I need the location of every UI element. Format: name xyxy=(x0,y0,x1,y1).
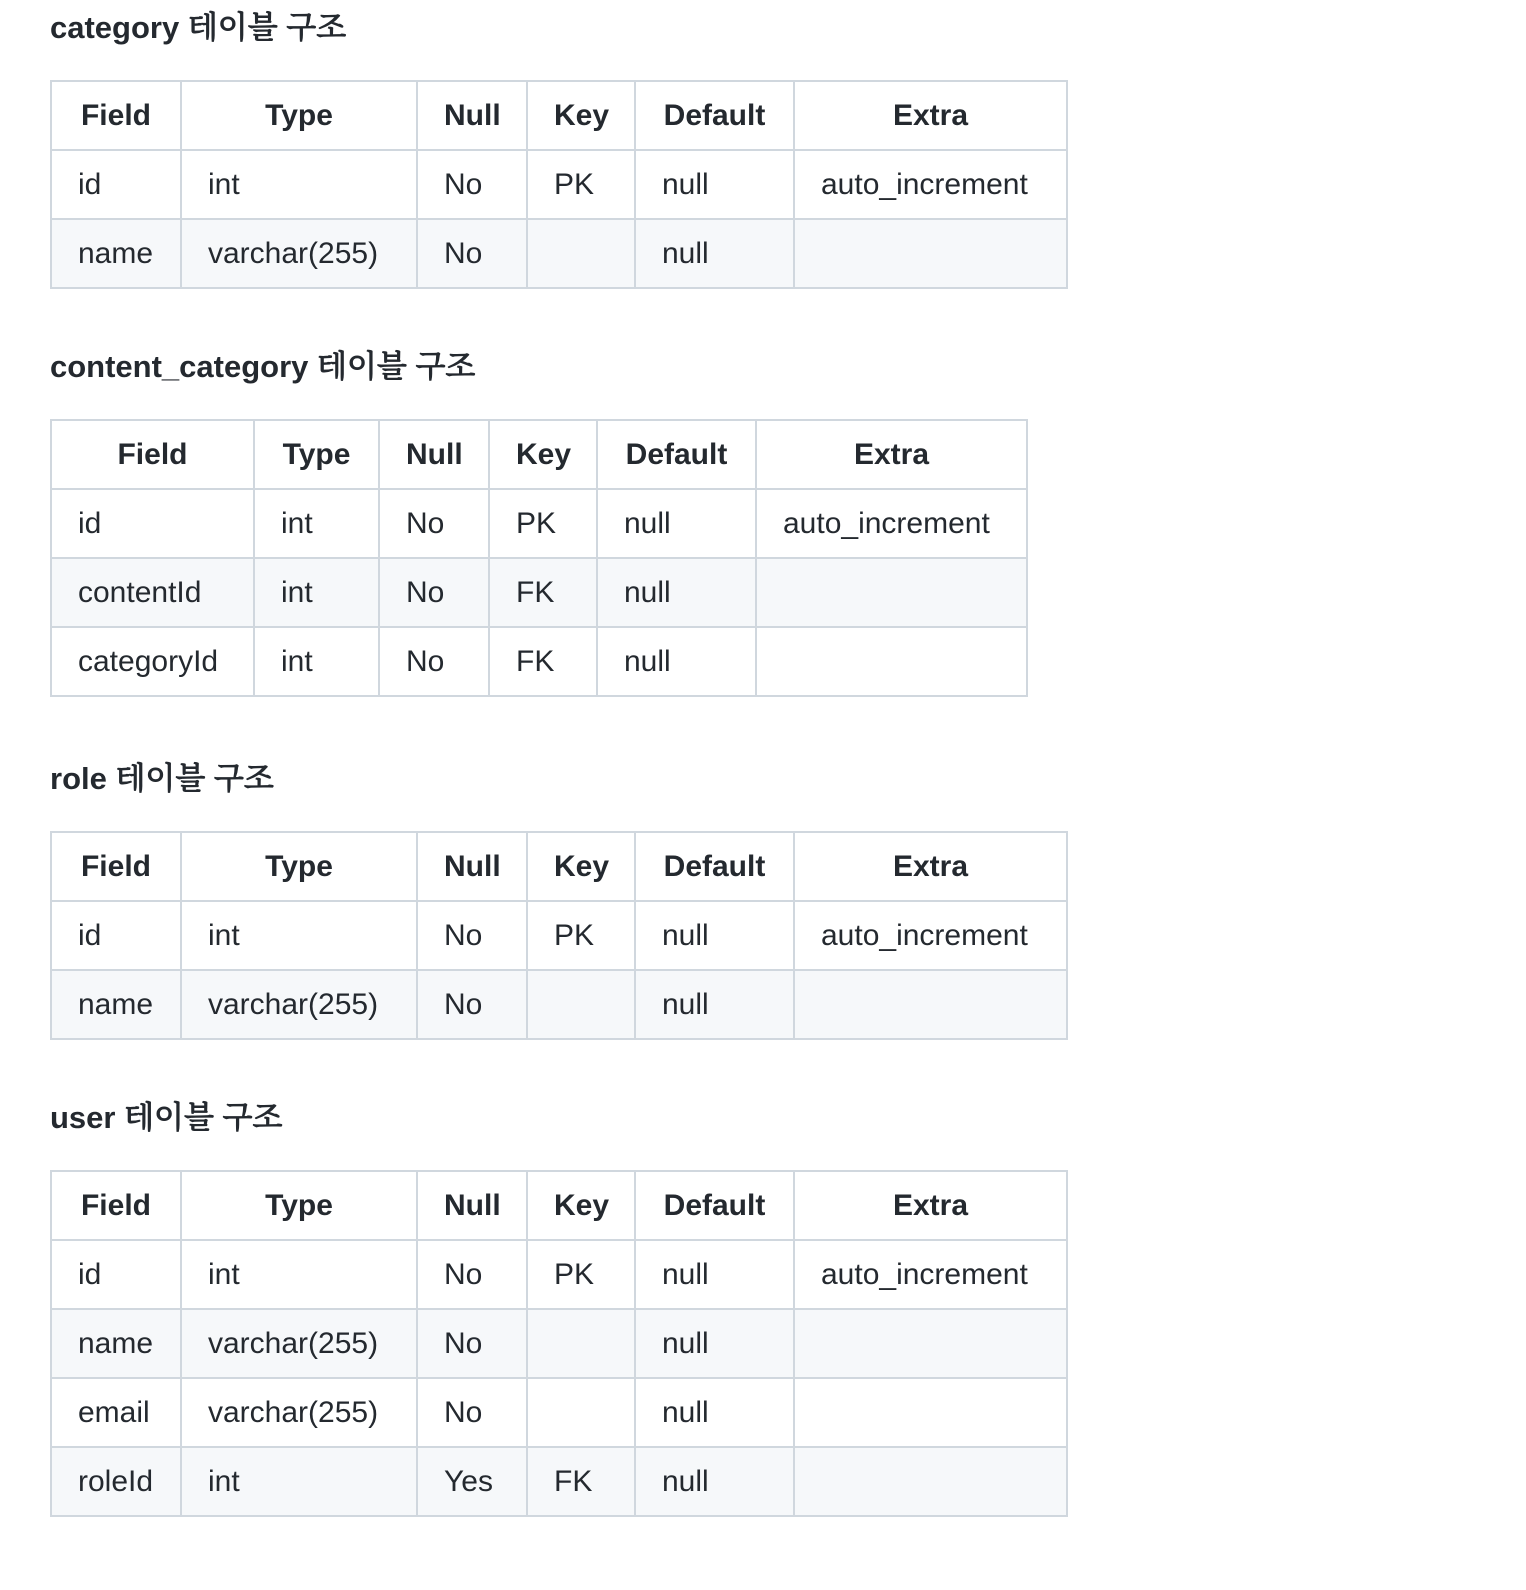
cell-extra xyxy=(794,219,1067,288)
header-null: Null xyxy=(417,1171,527,1240)
header-default: Default xyxy=(635,81,794,150)
cell-key xyxy=(527,219,635,288)
cell-extra xyxy=(794,1378,1067,1447)
cell-key: FK xyxy=(489,558,597,627)
cell-extra xyxy=(794,1447,1067,1516)
cell-field: name xyxy=(51,1309,181,1378)
content-category-table xyxy=(50,419,1028,697)
cell-type: varchar(255) xyxy=(181,970,417,1039)
cell-null: No xyxy=(379,558,489,627)
cell-key: PK xyxy=(527,901,635,970)
header-field: Field xyxy=(51,420,254,489)
header-default: Default xyxy=(635,1171,794,1240)
header-field: Field xyxy=(51,832,181,901)
title-suffix: 테이블 구조 xyxy=(115,761,274,796)
table-row xyxy=(51,1378,1067,1447)
cell-field: name xyxy=(51,970,181,1039)
table-name: category xyxy=(50,10,180,45)
header-extra: Extra xyxy=(794,832,1067,901)
cell-null: No xyxy=(417,901,527,970)
cell-null: No xyxy=(417,1378,527,1447)
header-type: Type xyxy=(181,81,417,150)
table-row xyxy=(51,150,1067,219)
section-title-content-category xyxy=(50,347,475,387)
cell-type: int xyxy=(181,901,417,970)
user-table xyxy=(50,1170,1068,1517)
cell-default: null xyxy=(635,1447,794,1516)
table-row xyxy=(51,1240,1067,1309)
header-type: Type xyxy=(181,1171,417,1240)
cell-null: No xyxy=(379,489,489,558)
cell-null: No xyxy=(379,627,489,696)
cell-null: No xyxy=(417,219,527,288)
cell-default: null xyxy=(635,150,794,219)
cell-extra: auto_increment xyxy=(794,150,1067,219)
header-field: Field xyxy=(51,1171,181,1240)
header-row xyxy=(51,832,1067,901)
cell-default: null xyxy=(635,1309,794,1378)
table-name: content_category xyxy=(50,349,309,384)
header-key: Key xyxy=(489,420,597,489)
header-row xyxy=(51,81,1067,150)
cell-default: null xyxy=(635,219,794,288)
cell-extra xyxy=(794,1309,1067,1378)
cell-default: null xyxy=(635,901,794,970)
cell-extra xyxy=(756,558,1027,627)
cell-extra: auto_increment xyxy=(756,489,1027,558)
cell-type: int xyxy=(254,558,379,627)
cell-null: No xyxy=(417,1309,527,1378)
cell-key xyxy=(527,1309,635,1378)
cell-key: FK xyxy=(527,1447,635,1516)
cell-default: null xyxy=(597,558,756,627)
table-row xyxy=(51,901,1067,970)
header-type: Type xyxy=(254,420,379,489)
cell-null: No xyxy=(417,970,527,1039)
cell-type: int xyxy=(181,1447,417,1516)
cell-extra: auto_increment xyxy=(794,901,1067,970)
cell-type: int xyxy=(254,627,379,696)
cell-extra xyxy=(794,970,1067,1039)
header-null: Null xyxy=(379,420,489,489)
table-row xyxy=(51,1447,1067,1516)
section-title-user xyxy=(50,1098,282,1138)
header-key: Key xyxy=(527,832,635,901)
cell-type: varchar(255) xyxy=(181,1309,417,1378)
cell-field: id xyxy=(51,150,181,219)
cell-type: varchar(255) xyxy=(181,219,417,288)
header-row xyxy=(51,1171,1067,1240)
cell-type: int xyxy=(181,150,417,219)
header-default: Default xyxy=(635,832,794,901)
cell-null: Yes xyxy=(417,1447,527,1516)
header-extra: Extra xyxy=(794,81,1067,150)
table-name: user xyxy=(50,1100,116,1135)
header-row xyxy=(51,420,1027,489)
cell-default: null xyxy=(635,1378,794,1447)
cell-type: varchar(255) xyxy=(181,1378,417,1447)
table-row xyxy=(51,489,1027,558)
cell-field: categoryId xyxy=(51,627,254,696)
header-field: Field xyxy=(51,81,181,150)
section-title-category xyxy=(50,8,346,48)
cell-type: int xyxy=(254,489,379,558)
cell-null: No xyxy=(417,150,527,219)
table-row xyxy=(51,558,1027,627)
title-suffix: 테이블 구조 xyxy=(187,10,347,45)
role-table xyxy=(50,831,1068,1040)
cell-key xyxy=(527,1378,635,1447)
cell-field: name xyxy=(51,219,181,288)
cell-key: FK xyxy=(489,627,597,696)
cell-default: null xyxy=(635,970,794,1039)
header-default: Default xyxy=(597,420,756,489)
table-name: role xyxy=(50,761,107,796)
cell-field: contentId xyxy=(51,558,254,627)
header-extra: Extra xyxy=(756,420,1027,489)
cell-type: int xyxy=(181,1240,417,1309)
cell-extra xyxy=(756,627,1027,696)
cell-field: roleId xyxy=(51,1447,181,1516)
cell-null: No xyxy=(417,1240,527,1309)
table-row xyxy=(51,970,1067,1039)
cell-default: null xyxy=(635,1240,794,1309)
title-suffix: 테이블 구조 xyxy=(317,349,476,384)
cell-extra: auto_increment xyxy=(794,1240,1067,1309)
cell-field: email xyxy=(51,1378,181,1447)
cell-field: id xyxy=(51,489,254,558)
header-extra: Extra xyxy=(794,1171,1067,1240)
header-null: Null xyxy=(417,832,527,901)
table-row xyxy=(51,219,1067,288)
section-title-role xyxy=(50,759,274,799)
cell-default: null xyxy=(597,489,756,558)
cell-field: id xyxy=(51,901,181,970)
cell-key xyxy=(527,970,635,1039)
table-row xyxy=(51,627,1027,696)
category-table xyxy=(50,80,1068,289)
cell-field: id xyxy=(51,1240,181,1309)
table-row xyxy=(51,1309,1067,1378)
header-null: Null xyxy=(417,81,527,150)
header-key: Key xyxy=(527,1171,635,1240)
header-type: Type xyxy=(181,832,417,901)
cell-key: PK xyxy=(527,1240,635,1309)
cell-default: null xyxy=(597,627,756,696)
cell-key: PK xyxy=(489,489,597,558)
cell-key: PK xyxy=(527,150,635,219)
header-key: Key xyxy=(527,81,635,150)
title-suffix: 테이블 구조 xyxy=(124,1100,283,1135)
